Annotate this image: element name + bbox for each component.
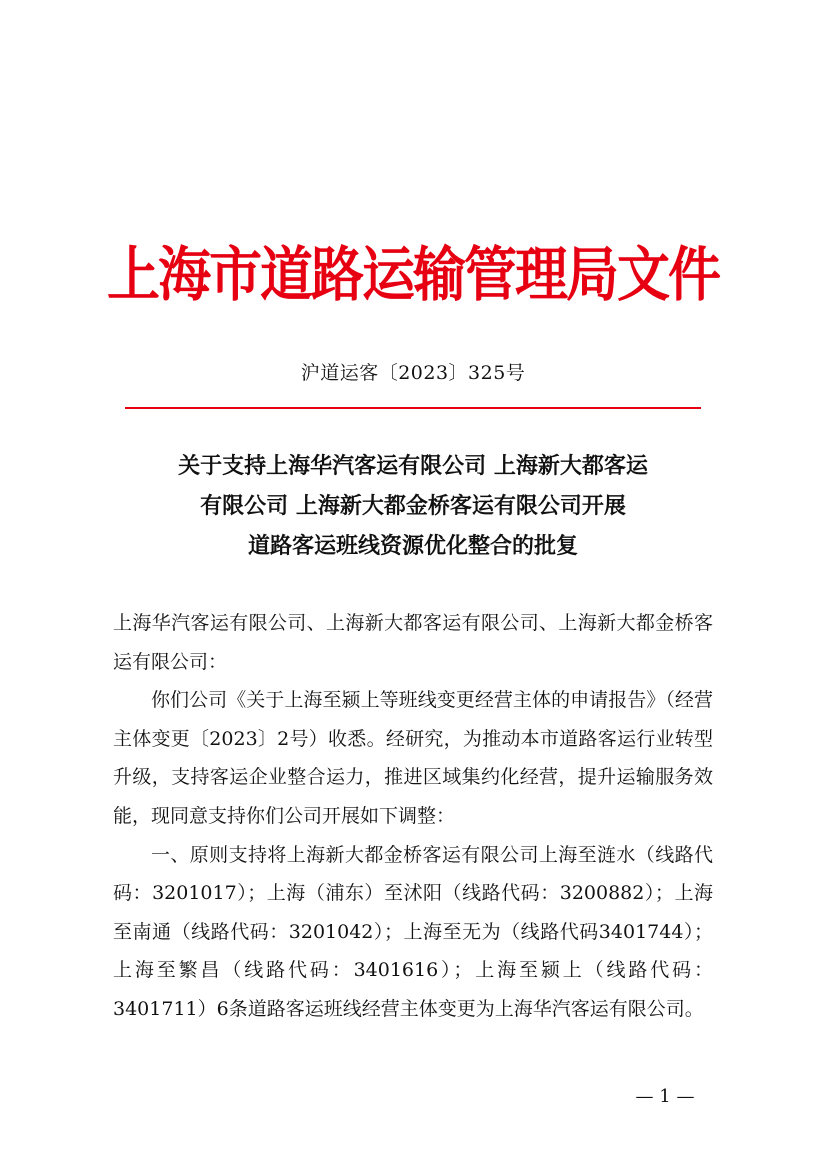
document-title (60, 447, 766, 567)
title-line: 道路客运班线资源优化整合的批复 (247, 534, 578, 559)
title-line: 关于支持上海华汽客运有限公司 上海新大都客运 (178, 454, 648, 479)
red-divider-line (125, 407, 701, 409)
page-number: — 1 — (635, 1086, 695, 1107)
document-number: 沪道运客〔2023〕325号 (300, 362, 526, 384)
document-masthead: 上海市道路运输管理局文件 (107, 241, 719, 310)
body-paragraph: 一、原则支持将上海新大都金桥客运有限公司上海至涟水（线路代码：3201017）；上海（浦东）至沭阳（线路代码：3200882）；上海至南通（线路代码：3201042）；上海至无为（线路代码3401744）；上海至繁昌（线路代码：3401616）；上海至颍上（线路代码：3401711）6条道路客运班线经营主体变更为上海华汽客运有限公司。 (113, 843, 713, 1020)
addressee-paragraph: 上海华汽客运有限公司、上海新大都客运有限公司、上海新大都金桥客运有限公司： (113, 612, 713, 673)
document-body (113, 604, 713, 1029)
title-line: 有限公司 上海新大都金桥客运有限公司开展 (200, 494, 626, 519)
body-paragraph: 你们公司《关于上海至颍上等班线变更经营主体的申请报告》（经营主体变更〔2023〕2号）收悉。经研究，为推动本市道路客运行业转型升级，支持客运企业整合运力，推进区域集约化经营，提升运输服务效能，现同意支持你们公司开展如下调整： (113, 689, 713, 827)
